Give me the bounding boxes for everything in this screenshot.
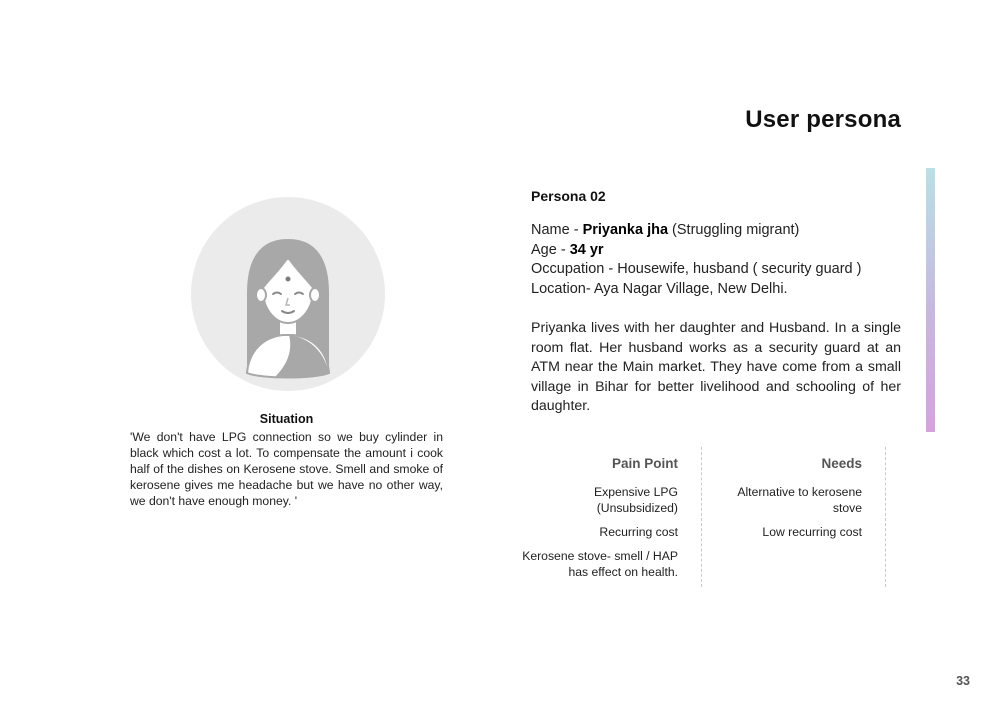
pain-point-item: Expensive LPG (Unsubsidized) [593, 485, 678, 515]
pain-point-heading: Pain Point [611, 456, 678, 471]
persona-bio: Priyanka lives with her daughter and Husband. In a single room flat. Her husband works as a security guard at an ATM near the Main market. They have come from a small village in Bihar for better livelihood and schooling of her daughter. [531, 320, 901, 415]
persona-label: Persona 02 [531, 188, 606, 204]
persona-details [531, 221, 861, 299]
pain-point-divider [701, 447, 702, 587]
name-prefix: Name - [531, 222, 583, 238]
persona-occupation: Occupation - Housewife, husband ( security guard ) [531, 261, 862, 278]
page-number: 33 [956, 674, 970, 688]
needs-heading: Needs [821, 456, 862, 471]
avatar [191, 197, 385, 391]
persona-name: Priyanka jha [582, 222, 669, 238]
age-prefix: Age - [531, 241, 570, 258]
persona-age: 34 yr [569, 241, 604, 258]
persona-name-line [531, 221, 861, 241]
accent-bar [926, 168, 935, 432]
needs-list [712, 484, 862, 548]
pain-point-item: Kerosene stove- smell / HAP has effect on health. [522, 549, 678, 579]
situation-title: Situation [259, 412, 314, 426]
woman-avatar-icon [191, 197, 385, 391]
pain-point-item: Recurring cost [599, 525, 678, 539]
persona-age-line [531, 241, 861, 261]
needs-item: Low recurring cost [762, 525, 862, 539]
name-suffix: (Struggling migrant) [668, 222, 800, 238]
needs-divider [885, 447, 886, 587]
persona-location: Location- Aya Nagar Village, New Delhi. [531, 280, 788, 297]
page-title: User persona [745, 106, 901, 133]
needs-item: Alternative to kerosene stove [737, 485, 862, 515]
situation-quote: 'We don't have LPG connection so we buy cylinder in black which cost a lot. To compensate the amount i cook half of the dishes on Kerosene stove. Smell and smoke of kerosene gives me headache but we have no other way, we don't have enough money. ' [130, 430, 443, 508]
pain-point-list [520, 484, 678, 588]
